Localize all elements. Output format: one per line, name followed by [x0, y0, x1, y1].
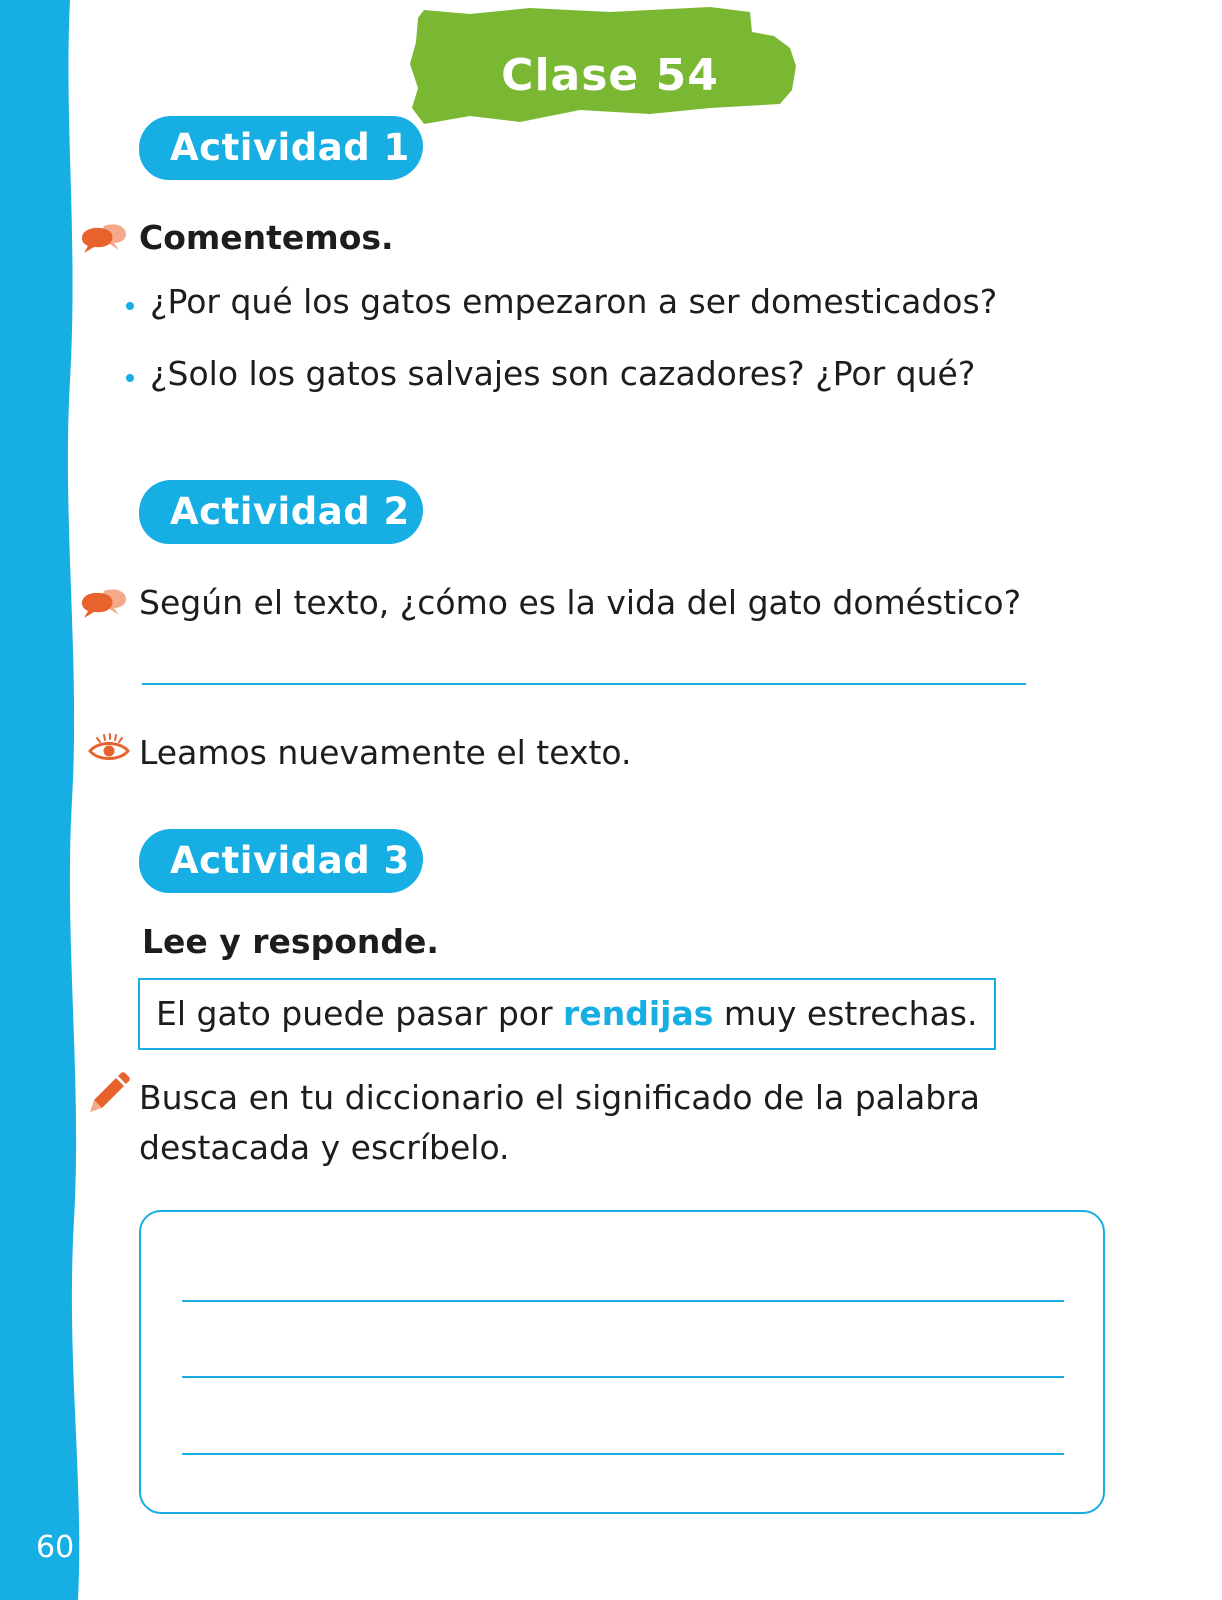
answer-line[interactable]	[182, 1376, 1064, 1378]
activity-3-badge: Actividad 3	[139, 829, 423, 893]
pencil-icon	[88, 1072, 130, 1114]
speech-bubbles-icon	[80, 587, 130, 619]
read-instruction: Leamos nuevamente el texto.	[139, 733, 632, 772]
bullet	[126, 374, 134, 382]
bullet	[126, 302, 134, 310]
activity-1-question-2: ¿Solo los gatos salvajes son cazadores? ¿Por qué?	[150, 354, 976, 393]
activity-2-badge: Actividad 2	[139, 480, 423, 544]
page-number: 60	[36, 1530, 75, 1565]
eye-icon	[88, 732, 130, 762]
answer-line[interactable]	[182, 1453, 1064, 1455]
answer-box	[139, 1210, 1105, 1514]
activity-1-badge: Actividad 1	[139, 116, 423, 180]
activity-1-question-1: ¿Por qué los gatos empezaron a ser domesticados?	[150, 282, 998, 321]
answer-line[interactable]	[182, 1300, 1064, 1302]
sentence-text: muy estrechas.	[713, 994, 978, 1033]
sentence-box	[138, 978, 996, 1050]
activity-3-task-line-1: Busca en tu diccionario el significado de la palabra	[139, 1078, 981, 1117]
answer-line[interactable]	[142, 683, 1026, 685]
class-title: Clase 54	[501, 50, 719, 101]
speech-bubbles-icon	[80, 222, 130, 254]
sentence-text: El gato puede pasar por	[156, 994, 564, 1033]
highlighted-word: rendijas	[563, 994, 714, 1033]
activity-2-question: Según el texto, ¿cómo es la vida del gato doméstico?	[139, 583, 1022, 622]
activity-1-prompt: Comentemos.	[139, 218, 394, 257]
activity-3-instruction: Lee y responde.	[142, 922, 439, 961]
activity-3-task-line-2: destacada y escríbelo.	[139, 1128, 510, 1167]
